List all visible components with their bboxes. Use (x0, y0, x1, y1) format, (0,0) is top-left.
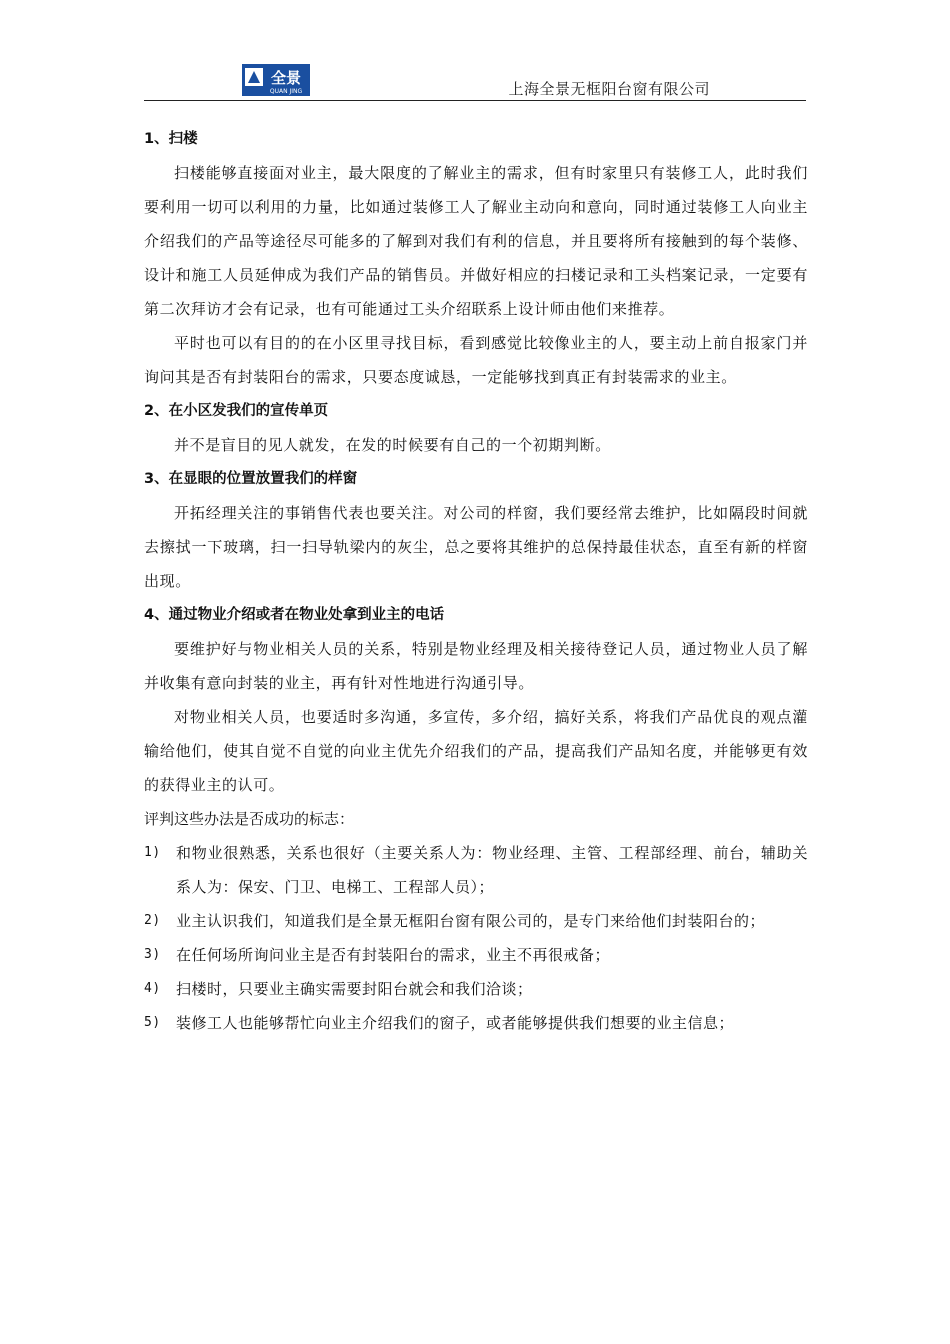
list-number: 2) (144, 913, 161, 928)
paragraph: 并不是盲目的见人就发，在发的时候要有自己的一个初期判断。 (174, 436, 611, 454)
list-text: 和物业很熟悉，关系也很好（主要关系人为：物业经理、主管、工程部经理、前台，辅助关系人为：保安、门卫、电梯工、工程部人员）； (176, 844, 808, 896)
criteria-intro: 评判这些办法是否成功的标志： (144, 810, 355, 828)
section-heading: 1、扫楼 (144, 131, 198, 147)
list-text: 扫楼时，只要业主确实需要封阳台就会和我们洽谈； (176, 980, 533, 998)
paragraph: 要维护好与物业相关人员的关系，特别是物业经理及相关接待登记人员，通过物业人员了解并收集有意向封装的业主，再有针对性地进行沟通引导。 (144, 640, 808, 692)
paragraph: 平时也可以有目的的在小区里寻找目标，看到感觉比较像业主的人，要主动上前自报家门并询问其是否有封装阳台的需求，只要态度诚恳，一定能够找到真正有封装需求的业主。 (144, 334, 808, 386)
list-text: 业主认识我们，知道我们是全景无框阳台窗有限公司的，是专门来给他们封装阳台的； (176, 912, 766, 930)
paragraph: 对物业相关人员，也要适时多沟通，多宣传，多介绍，搞好关系，将我们产品优良的观点灌输给他们，使其自觉不自觉的向业主优先介绍我们的产品，提高我们产品知名度，并能够更有效的获得业主的认可。 (144, 708, 808, 794)
document-body (144, 122, 808, 1040)
list-text: 装修工人也能够帮忙向业主介绍我们的窗子，或者能够提供我们想要的业主信息； (176, 1014, 735, 1032)
list-item (144, 904, 808, 938)
list-number: 3) (144, 947, 161, 962)
paragraph: 扫楼能够直接面对业主，最大限度的了解业主的需求，但有时家里只有装修工人，此时我们要利用一切可以利用的力量，比如通过装修工人了解业主动向和意向，同时通过装修工人向业主介绍我们的产品等途径尽可能多的了解到对我们有利的信息，并且要将所有接触到的每个装修、设计和施工人员延伸成为我们产品的销售员。并做好相应的扫楼记录和工头档案记录，一定要有第二次拜访才会有记录，也有可能通过工头介绍联系上设计师由他们来推荐。 (144, 164, 808, 318)
list-item (144, 836, 808, 904)
section-heading: 4、通过物业介绍或者在物业处拿到业主的电话 (144, 607, 445, 623)
list-number: 4) (144, 981, 161, 996)
criteria-list (144, 836, 808, 1040)
list-item (144, 972, 808, 1006)
section-heading: 3、在显眼的位置放置我们的样窗 (144, 471, 358, 487)
page-header (144, 60, 806, 101)
company-logo (242, 64, 310, 96)
list-item (144, 938, 808, 972)
logo-en-text: QUAN JING (269, 88, 303, 95)
company-name: 上海全景无框阳台窗有限公司 (508, 80, 710, 98)
logo-cn-text: 全景 (270, 69, 302, 87)
paragraph: 开拓经理关注的事销售代表也要关注。对公司的样窗，我们要经常去维护，比如隔段时间就去擦拭一下玻璃，扫一扫导轨梁内的灰尘，总之要将其维护的总保持最佳状态，直至有新的样窗出现。 (144, 504, 808, 590)
list-text: 在任何场所询问业主是否有封装阳台的需求，业主不再很戒备； (176, 946, 611, 964)
list-number: 5) (144, 1015, 161, 1030)
list-item (144, 1006, 808, 1040)
section-heading: 2、在小区发我们的宣传单页 (144, 403, 329, 419)
list-number: 1) (144, 845, 161, 860)
